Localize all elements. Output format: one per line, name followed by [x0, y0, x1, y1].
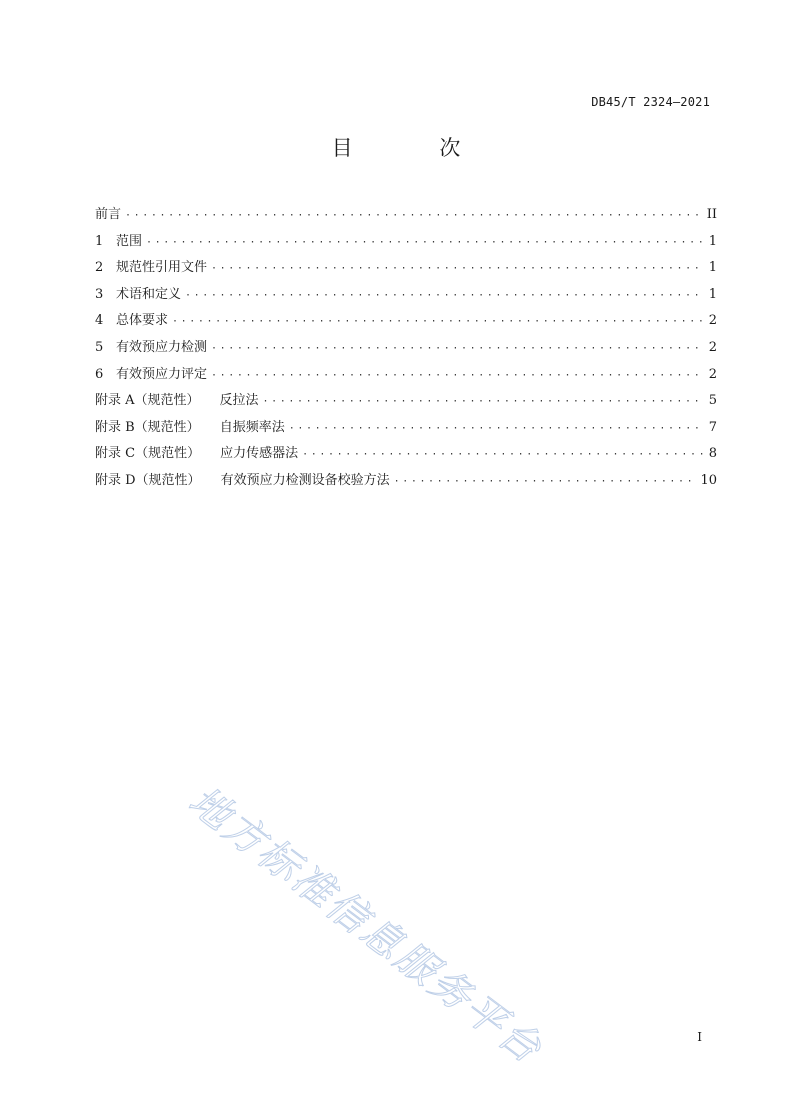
toc-leader-dots	[211, 343, 703, 354]
toc-row-prestress-detection[interactable]	[95, 336, 717, 363]
toc-row-foreword[interactable]	[95, 203, 717, 230]
toc-page-number: 2	[708, 366, 717, 382]
toc-row-scope[interactable]	[95, 230, 717, 257]
toc-entry-title: 规范性引用文件	[116, 260, 208, 276]
toc-page-number: II	[706, 207, 717, 222]
toc-leader-dots	[172, 316, 703, 327]
toc-title: 目 次	[331, 136, 501, 160]
toc-row-general-requirements[interactable]	[95, 309, 717, 336]
toc-appendix-prefix: 附录 A（规范性）	[95, 393, 200, 409]
toc-leader-dots	[125, 210, 703, 221]
toc-entry-number: 5	[95, 339, 104, 355]
toc-leader-dots	[289, 423, 703, 434]
toc-entry-number: 2	[95, 260, 104, 276]
toc-entry-title: 有效预应力评定	[116, 366, 208, 382]
toc-row-appendix-a[interactable]	[95, 389, 717, 416]
toc-leader-dots	[146, 237, 703, 248]
toc-leader-dots	[211, 263, 703, 274]
toc-row-appendix-c[interactable]	[95, 442, 717, 469]
toc-entry-title: 总体要求	[116, 313, 169, 329]
toc-entry-title: 应力传感器法	[220, 446, 299, 462]
toc-page-number: 7	[708, 419, 717, 435]
toc-entry-title: 有效预应力检测设备校验方法	[220, 472, 390, 488]
toc-page-number: 8	[708, 446, 717, 462]
toc-entry-number: 6	[95, 366, 104, 382]
document-code: DB45/T 2324—2021	[591, 95, 710, 109]
toc-row-appendix-b[interactable]	[95, 416, 717, 443]
toc-entry-title: 前言	[95, 207, 122, 222]
toc-entry-number: 1	[95, 233, 104, 249]
toc-appendix-prefix: 附录 D（规范性）	[95, 472, 201, 488]
toc-appendix-prefix: 附录 C（规范性）	[95, 446, 201, 462]
toc-leader-dots	[263, 396, 703, 407]
toc-page-number: 1	[708, 233, 717, 249]
toc-row-normative-references[interactable]	[95, 256, 717, 283]
toc-entry-title: 自振频率法	[219, 419, 285, 435]
toc-page-number: 1	[708, 286, 717, 302]
toc-leader-dots	[302, 449, 703, 460]
toc-entry-title: 反拉法	[219, 393, 259, 409]
toc-leader-dots	[394, 476, 697, 487]
toc-row-terms-definitions[interactable]	[95, 283, 717, 310]
toc-page-number: 5	[708, 393, 717, 409]
table-of-contents	[95, 203, 717, 496]
toc-entry-title: 范围	[116, 233, 143, 249]
toc-page-number: 2	[708, 313, 717, 329]
toc-page-number: 1	[708, 260, 717, 276]
toc-row-prestress-evaluation[interactable]	[95, 363, 717, 390]
toc-entry-title: 术语和定义	[116, 286, 182, 302]
toc-entry-number: 3	[95, 286, 104, 302]
toc-page-number: 10	[700, 472, 717, 488]
toc-row-appendix-d[interactable]	[95, 469, 717, 496]
toc-page-number: 2	[708, 339, 717, 355]
toc-leader-dots	[185, 290, 703, 301]
page-number: I	[697, 1030, 702, 1044]
toc-appendix-prefix: 附录 B（规范性）	[95, 419, 200, 435]
toc-leader-dots	[211, 370, 703, 381]
toc-entry-title: 有效预应力检测	[116, 339, 208, 355]
watermark: 地方标准信息服务平台	[180, 777, 552, 1074]
toc-entry-number: 4	[95, 313, 104, 329]
